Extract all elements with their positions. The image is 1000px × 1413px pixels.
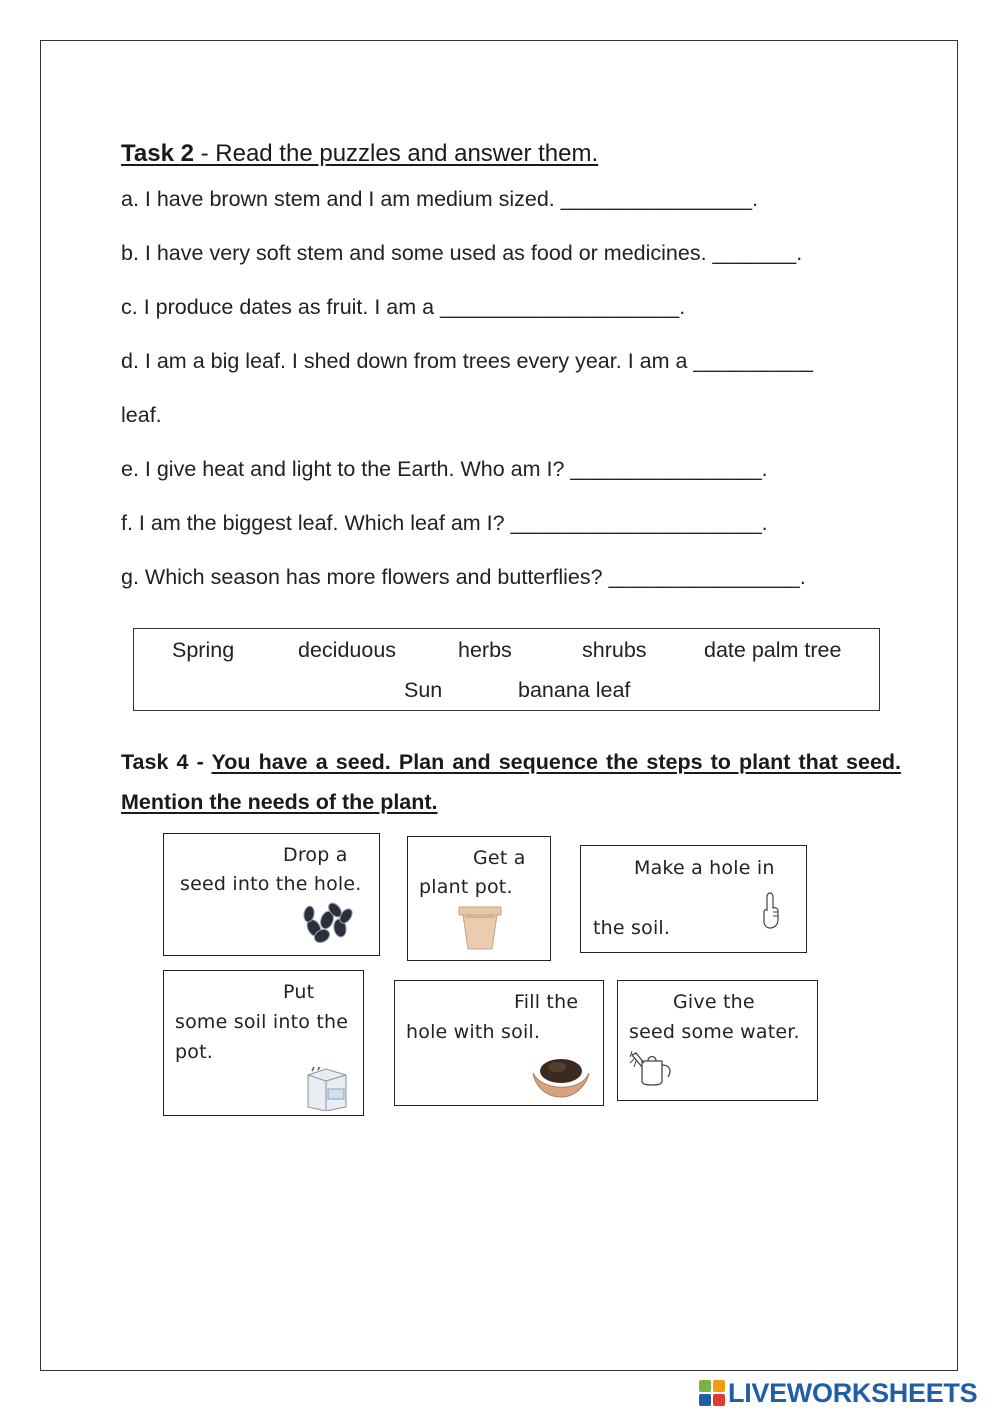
step-card-line: some soil into the (175, 1011, 349, 1033)
word-bank-item: date palm tree (704, 638, 842, 662)
word-bank-item: banana leaf (518, 678, 631, 702)
hands-with-soil-icon (531, 1047, 591, 1099)
puzzle-d-continued: leaf. (121, 403, 162, 427)
step-card-fill-hole[interactable] (394, 980, 604, 1106)
word-bank (133, 628, 880, 711)
liveworksheets-logo-icon (698, 1379, 726, 1407)
liveworksheets-logo (698, 1378, 977, 1408)
puzzle-e: e. I give heat and light to the Earth. Who am I? ________________. (121, 457, 768, 481)
word-bank-item: deciduous (298, 638, 397, 662)
word-bank-item: Sun (404, 678, 443, 702)
pointing-finger-icon (760, 890, 784, 930)
puzzle-a: a. I have brown stem and I am medium sized. ________________. (121, 187, 759, 211)
word-bank-item: Spring (172, 638, 235, 662)
compost-bag-icon (304, 1067, 350, 1111)
word-bank-item: shrubs (582, 638, 647, 662)
plant-pot-icon (456, 903, 504, 951)
seeds-icon (300, 898, 356, 946)
step-card-put-soil[interactable] (163, 970, 364, 1116)
step-card-line: the soil. (593, 917, 671, 939)
step-card-line: Get a (473, 847, 526, 869)
step-card-line: Make a hole in (634, 857, 775, 879)
step-card-line: hole with soil. (406, 1021, 541, 1043)
step-card-make-hole[interactable] (580, 845, 807, 953)
step-card-line: seed into the hole. (180, 873, 362, 895)
step-card-line: Drop a (283, 844, 348, 866)
step-card-line: seed some water. (629, 1021, 800, 1043)
step-card-line: pot. (175, 1041, 213, 1063)
step-card-get-pot[interactable] (407, 836, 551, 961)
watering-can-icon (628, 1045, 676, 1087)
step-card-drop-seed[interactable] (163, 833, 380, 956)
puzzle-g: g. Which season has more flowers and butterflies? ________________. (121, 565, 806, 589)
step-card-line: Put (283, 981, 315, 1003)
task2-title: Task 2 - Read the puzzles and answer them. (121, 140, 599, 167)
step-card-line: Fill the (514, 991, 579, 1013)
liveworksheets-brand-text: LIVEWORKSHEETS (728, 1377, 978, 1408)
step-card-water-seed[interactable] (617, 980, 818, 1101)
word-bank-item: herbs (458, 638, 512, 662)
step-card-line: plant pot. (419, 876, 513, 898)
step-card-line: Give the (673, 991, 755, 1013)
puzzle-c: c. I produce dates as fruit. I am a ____________________. (121, 295, 686, 319)
puzzle-b: b. I have very soft stem and some used as food or medicines. _______. (121, 241, 803, 265)
puzzle-f: f. I am the biggest leaf. Which leaf am I? _____________________. (121, 511, 768, 535)
task4-heading: Task 4 - You have a seed. Plan and sequence the steps to plant that seed. Mention the needs of the plant. (121, 750, 902, 814)
puzzle-d: d. I am a big leaf. I shed down from trees every year. I am a __________ (121, 349, 813, 373)
